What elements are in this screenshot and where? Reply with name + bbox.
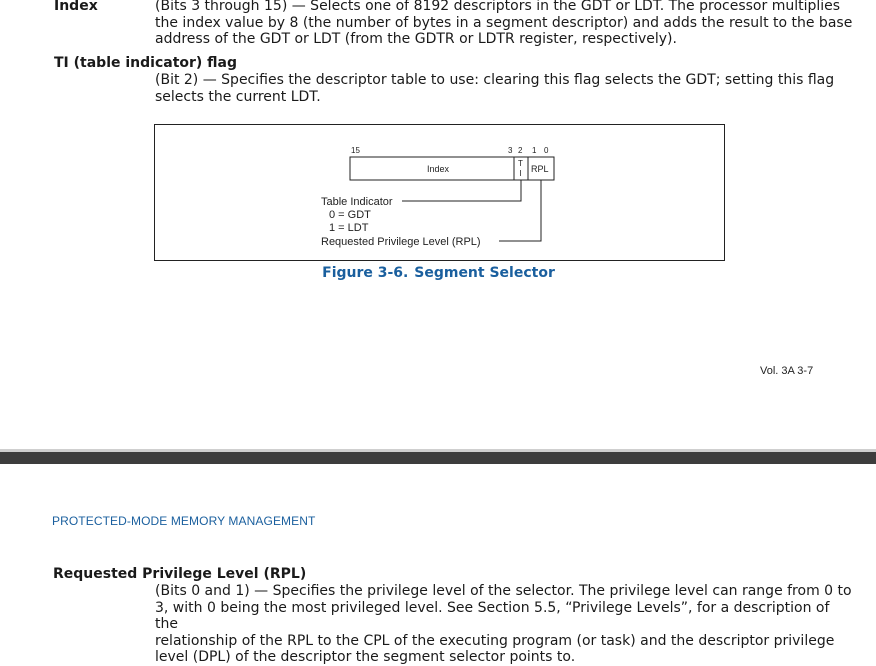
ti-i-letter: I <box>519 169 522 178</box>
bit-2-label: 2 <box>518 146 523 155</box>
table-indicator-label: Table Indicator <box>321 196 393 208</box>
rpl-label: Requested Privilege Level (RPL) <box>321 236 481 248</box>
rpl-line-4: level (DPL) of the descriptor the segment selector points to. <box>155 649 576 665</box>
index-line-3: address of the GDT or LDT (from the GDTR or LDTR register, respectively). <box>155 31 677 47</box>
ti-term: TI (table indicator) flag <box>54 55 238 71</box>
rpl-leader-line <box>499 180 541 241</box>
index-line-2: the index value by 8 (the number of bytes in a segment descriptor) and adds the result to the base <box>155 14 853 31</box>
ti-line-1: (Bit 2) — Specifies the descriptor table to use: clearing this flag selects the GDT; setting this flag <box>155 72 835 88</box>
index-term: Index <box>54 0 98 14</box>
gdt-label: 0 = GDT <box>329 209 371 221</box>
ldt-label: 1 = LDT <box>329 222 369 234</box>
ti-line-2: selects the current LDT. <box>155 88 321 105</box>
figure-caption <box>0 265 876 281</box>
selector-register <box>350 157 554 180</box>
index-line-1: (Bits 3 through 15) — Selects one of 8192 descriptors in the GDT or LDT. The processor multiplies <box>155 0 841 14</box>
rpl-description <box>155 583 855 666</box>
figure-title: Segment Selector <box>414 265 555 281</box>
running-header: PROTECTED-MODE MEMORY MANAGEMENT <box>52 514 316 528</box>
rpl-line-1: (Bits 0 and 1) — Specifies the privilege level of the selector. The privilege level can range from 0 to <box>155 583 852 599</box>
page-footer: Vol. 3A 3-7 <box>760 365 814 377</box>
page-break <box>0 452 876 464</box>
ti-t-letter: T <box>518 159 523 168</box>
rpl-field: RPL <box>531 164 549 174</box>
bit-1-label: 1 <box>532 146 537 155</box>
segment-selector-diagram <box>0 0 876 300</box>
figure-number: Figure 3-6. <box>322 265 409 281</box>
ti-leader-line <box>402 180 521 201</box>
bit-15-label: 15 <box>351 146 360 155</box>
rpl-term: Requested Privilege Level (RPL) <box>53 566 307 582</box>
bit-3-label: 3 <box>508 146 513 155</box>
rpl-line-3: relationship of the RPL to the CPL of the executing program (or task) and the descriptor privilege <box>155 632 835 649</box>
rpl-line-2: 3, with 0 being the most privileged level. See Section 5.5, “Privilege Levels”, for a description of the <box>155 599 830 632</box>
index-field: Index <box>427 164 450 174</box>
bit-0-label: 0 <box>544 146 549 155</box>
